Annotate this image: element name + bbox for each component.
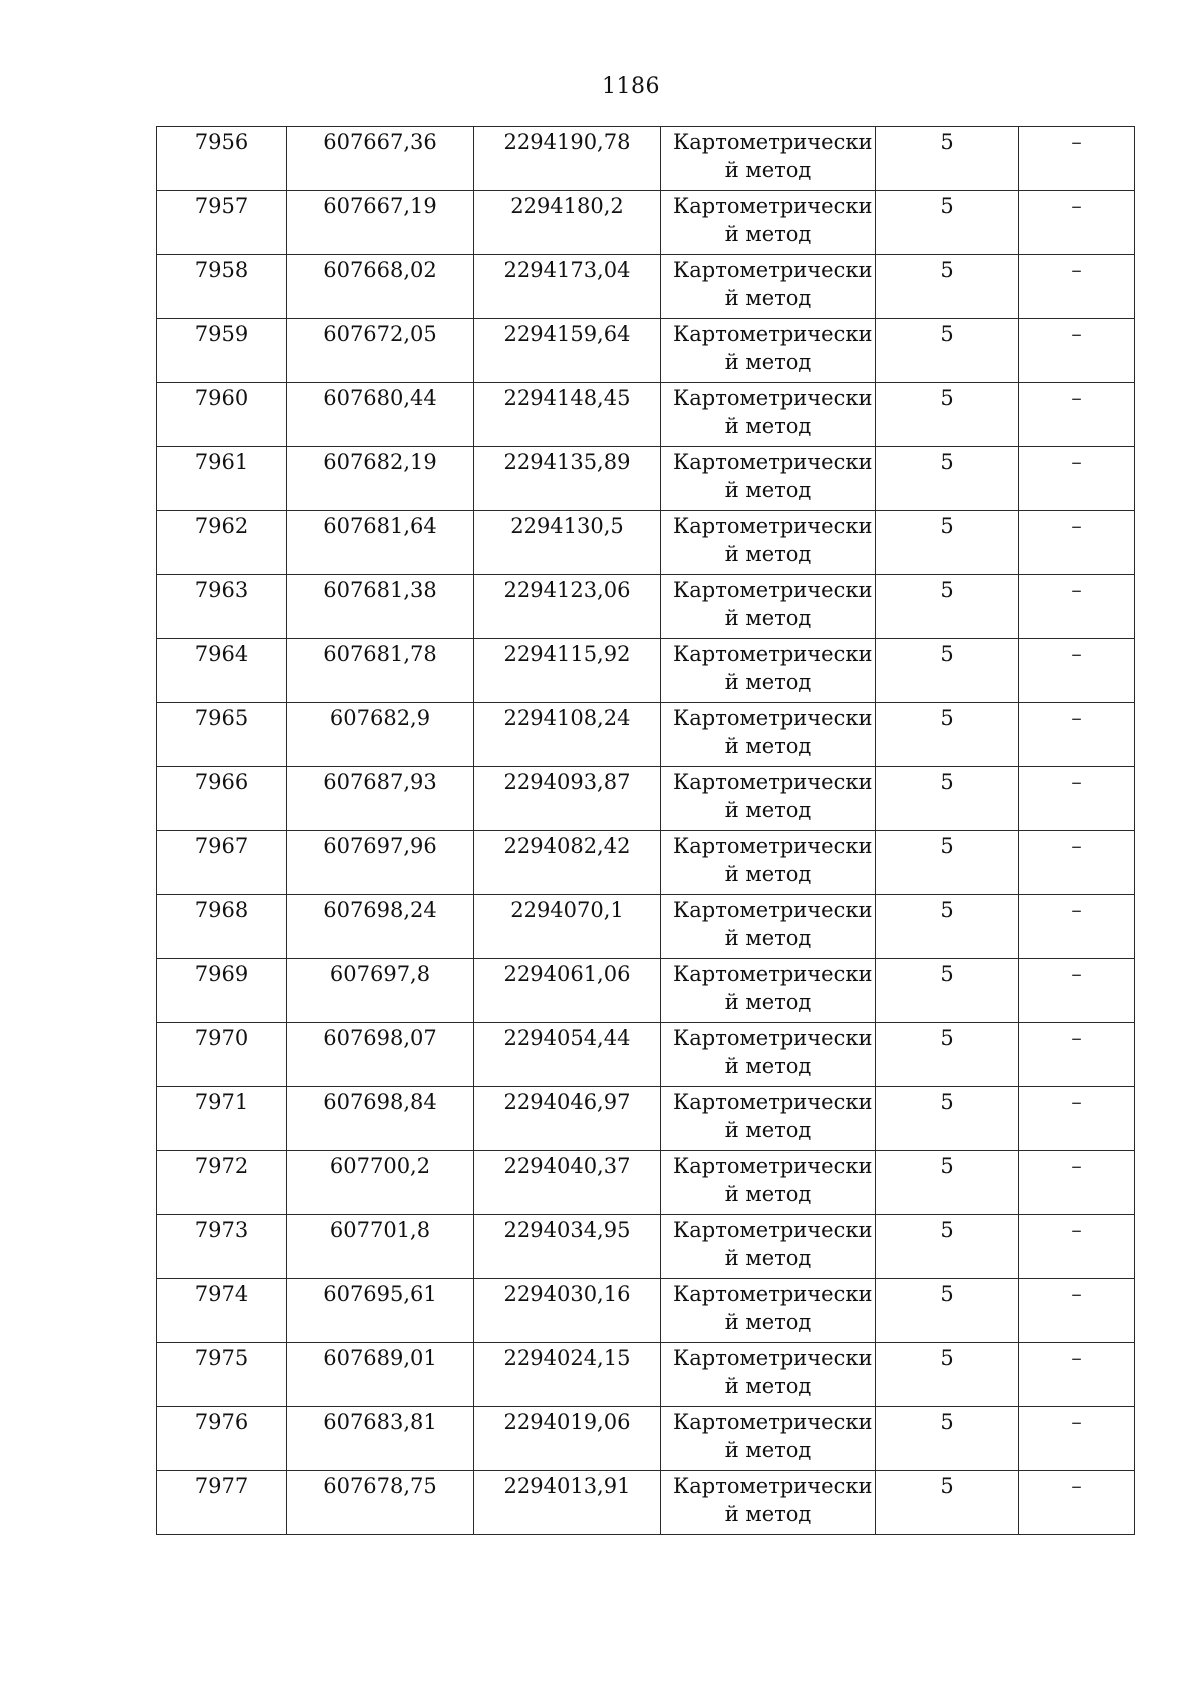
coordinates-table <box>156 126 1135 1535</box>
x-coordinate-cell-text: 607681,64 <box>323 514 437 538</box>
table-row <box>157 1471 1135 1535</box>
table-row <box>157 319 1135 383</box>
y-coordinate-cell-text: 2294061,06 <box>503 962 631 986</box>
x-coordinate-cell-text: 607680,44 <box>323 386 437 410</box>
x-coordinate-cell <box>287 447 474 511</box>
y-coordinate-cell <box>474 831 661 895</box>
y-coordinate-cell <box>474 1023 661 1087</box>
method-cell-text: Картометрически й метод <box>673 962 873 1014</box>
note-cell-text: – <box>1071 1282 1082 1306</box>
x-coordinate-cell <box>287 959 474 1023</box>
table-row <box>157 1407 1135 1471</box>
x-coordinate-cell <box>287 255 474 319</box>
note-cell <box>1019 1343 1135 1407</box>
point-number-cell-text: 7966 <box>194 770 249 794</box>
x-coordinate-cell <box>287 1087 474 1151</box>
accuracy-cell <box>876 1151 1019 1215</box>
accuracy-cell <box>876 1407 1019 1471</box>
method-cell-text: Картометрически й метод <box>673 642 873 694</box>
method-cell <box>661 511 876 575</box>
y-coordinate-cell-text: 2294046,97 <box>503 1090 631 1114</box>
y-coordinate-cell <box>474 959 661 1023</box>
point-number-cell <box>157 1151 287 1215</box>
note-cell <box>1019 447 1135 511</box>
point-number-cell <box>157 895 287 959</box>
accuracy-cell <box>876 1279 1019 1343</box>
accuracy-cell <box>876 1023 1019 1087</box>
x-coordinate-cell-text: 607667,36 <box>323 130 437 154</box>
x-coordinate-cell-text: 607682,9 <box>329 706 431 730</box>
y-coordinate-cell-text: 2294024,15 <box>503 1346 631 1370</box>
y-coordinate-cell-text: 2294040,37 <box>503 1154 631 1178</box>
accuracy-cell <box>876 1215 1019 1279</box>
x-coordinate-cell-text: 607683,81 <box>323 1410 437 1434</box>
accuracy-cell <box>876 255 1019 319</box>
note-cell <box>1019 1023 1135 1087</box>
x-coordinate-cell-text: 607681,38 <box>323 578 437 602</box>
accuracy-cell-text: 5 <box>940 1090 954 1114</box>
note-cell-text: – <box>1071 1346 1082 1370</box>
method-cell-text: Картометрически й метод <box>673 578 873 630</box>
point-number-cell <box>157 959 287 1023</box>
note-cell <box>1019 575 1135 639</box>
x-coordinate-cell-text: 607682,19 <box>323 450 437 474</box>
x-coordinate-cell <box>287 1151 474 1215</box>
note-cell <box>1019 191 1135 255</box>
method-cell <box>661 383 876 447</box>
y-coordinate-cell <box>474 703 661 767</box>
point-number-cell <box>157 703 287 767</box>
point-number-cell-text: 7970 <box>194 1026 249 1050</box>
point-number-cell-text: 7964 <box>194 642 249 666</box>
method-cell <box>661 191 876 255</box>
point-number-cell <box>157 575 287 639</box>
point-number-cell <box>157 383 287 447</box>
method-cell-text: Картометрически й метод <box>673 322 873 374</box>
accuracy-cell <box>876 959 1019 1023</box>
note-cell-text: – <box>1071 1026 1082 1050</box>
accuracy-cell-text: 5 <box>940 322 954 346</box>
method-cell-text: Картометрически й метод <box>673 1410 873 1462</box>
note-cell-text: – <box>1071 514 1082 538</box>
point-number-cell-text: 7969 <box>194 962 249 986</box>
x-coordinate-cell-text: 607697,8 <box>329 962 431 986</box>
accuracy-cell-text: 5 <box>940 386 954 410</box>
point-number-cell-text: 7962 <box>194 514 249 538</box>
x-coordinate-cell <box>287 1023 474 1087</box>
point-number-cell <box>157 1279 287 1343</box>
accuracy-cell-text: 5 <box>940 1474 954 1498</box>
y-coordinate-cell <box>474 1279 661 1343</box>
y-coordinate-cell <box>474 575 661 639</box>
y-coordinate-cell <box>474 511 661 575</box>
y-coordinate-cell-text: 2294190,78 <box>503 130 631 154</box>
accuracy-cell-text: 5 <box>940 578 954 602</box>
accuracy-cell <box>876 703 1019 767</box>
note-cell-text: – <box>1071 450 1082 474</box>
accuracy-cell <box>876 1343 1019 1407</box>
method-cell <box>661 1279 876 1343</box>
method-cell-text: Картометрически й метод <box>673 834 873 886</box>
accuracy-cell-text: 5 <box>940 706 954 730</box>
note-cell-text: – <box>1071 898 1082 922</box>
y-coordinate-cell <box>474 1471 661 1535</box>
y-coordinate-cell-text: 2294148,45 <box>503 386 631 410</box>
note-cell-text: – <box>1071 1410 1082 1434</box>
method-cell-text: Картометрически й метод <box>673 194 873 246</box>
method-cell <box>661 959 876 1023</box>
method-cell <box>661 831 876 895</box>
method-cell <box>661 1023 876 1087</box>
point-number-cell-text: 7957 <box>194 194 249 218</box>
accuracy-cell-text: 5 <box>940 194 954 218</box>
note-cell-text: – <box>1071 258 1082 282</box>
y-coordinate-cell-text: 2294159,64 <box>503 322 631 346</box>
accuracy-cell <box>876 831 1019 895</box>
table-row <box>157 1215 1135 1279</box>
note-cell <box>1019 703 1135 767</box>
y-coordinate-cell <box>474 191 661 255</box>
accuracy-cell-text: 5 <box>940 1410 954 1434</box>
accuracy-cell-text: 5 <box>940 514 954 538</box>
method-cell <box>661 1087 876 1151</box>
point-number-cell-text: 7956 <box>194 130 249 154</box>
point-number-cell <box>157 767 287 831</box>
note-cell <box>1019 1279 1135 1343</box>
x-coordinate-cell <box>287 1407 474 1471</box>
note-cell-text: – <box>1071 130 1082 154</box>
point-number-cell <box>157 1471 287 1535</box>
x-coordinate-cell <box>287 575 474 639</box>
note-cell-text: – <box>1071 642 1082 666</box>
point-number-cell-text: 7975 <box>194 1346 249 1370</box>
point-number-cell <box>157 511 287 575</box>
method-cell-text: Картометрически й метод <box>673 770 873 822</box>
y-coordinate-cell-text: 2294070,1 <box>510 898 624 922</box>
note-cell <box>1019 959 1135 1023</box>
accuracy-cell <box>876 383 1019 447</box>
x-coordinate-cell <box>287 1279 474 1343</box>
point-number-cell <box>157 1407 287 1471</box>
y-coordinate-cell <box>474 1087 661 1151</box>
method-cell-text: Картометрически й метод <box>673 1346 873 1398</box>
x-coordinate-cell-text: 607698,84 <box>323 1090 437 1114</box>
table-row <box>157 959 1135 1023</box>
x-coordinate-cell <box>287 191 474 255</box>
note-cell-text: – <box>1071 962 1082 986</box>
y-coordinate-cell-text: 2294108,24 <box>503 706 631 730</box>
note-cell <box>1019 511 1135 575</box>
point-number-cell-text: 7974 <box>194 1282 249 1306</box>
accuracy-cell <box>876 639 1019 703</box>
y-coordinate-cell <box>474 895 661 959</box>
note-cell <box>1019 1151 1135 1215</box>
y-coordinate-cell <box>474 1215 661 1279</box>
point-number-cell-text: 7959 <box>194 322 249 346</box>
accuracy-cell-text: 5 <box>940 642 954 666</box>
accuracy-cell-text: 5 <box>940 450 954 474</box>
point-number-cell <box>157 1087 287 1151</box>
method-cell <box>661 639 876 703</box>
y-coordinate-cell-text: 2294180,2 <box>510 194 624 218</box>
note-cell-text: – <box>1071 706 1082 730</box>
x-coordinate-cell <box>287 127 474 191</box>
x-coordinate-cell-text: 607698,24 <box>323 898 437 922</box>
method-cell-text: Картометрически й метод <box>673 1154 873 1206</box>
point-number-cell <box>157 1343 287 1407</box>
method-cell-text: Картометрически й метод <box>673 898 873 950</box>
table-row <box>157 639 1135 703</box>
note-cell-text: – <box>1071 770 1082 794</box>
point-number-cell-text: 7961 <box>194 450 249 474</box>
table-row <box>157 1023 1135 1087</box>
y-coordinate-cell-text: 2294123,06 <box>503 578 631 602</box>
note-cell-text: – <box>1071 1474 1082 1498</box>
y-coordinate-cell <box>474 127 661 191</box>
note-cell-text: – <box>1071 322 1082 346</box>
point-number-cell-text: 7960 <box>194 386 249 410</box>
accuracy-cell <box>876 767 1019 831</box>
point-number-cell-text: 7958 <box>194 258 249 282</box>
y-coordinate-cell-text: 2294093,87 <box>503 770 631 794</box>
table-row <box>157 255 1135 319</box>
accuracy-cell-text: 5 <box>940 770 954 794</box>
x-coordinate-cell <box>287 319 474 383</box>
x-coordinate-cell-text: 607697,96 <box>323 834 437 858</box>
accuracy-cell <box>876 319 1019 383</box>
accuracy-cell <box>876 447 1019 511</box>
y-coordinate-cell-text: 2294019,06 <box>503 1410 631 1434</box>
note-cell <box>1019 639 1135 703</box>
accuracy-cell-text: 5 <box>940 1282 954 1306</box>
x-coordinate-cell <box>287 703 474 767</box>
point-number-cell <box>157 127 287 191</box>
x-coordinate-cell-text: 607668,02 <box>323 258 437 282</box>
note-cell-text: – <box>1071 386 1082 410</box>
y-coordinate-cell <box>474 1343 661 1407</box>
table-row <box>157 767 1135 831</box>
y-coordinate-cell <box>474 447 661 511</box>
method-cell-text: Картометрически й метод <box>673 386 873 438</box>
point-number-cell <box>157 831 287 895</box>
table-body <box>157 127 1135 1535</box>
note-cell <box>1019 255 1135 319</box>
table-row <box>157 1279 1135 1343</box>
y-coordinate-cell-text: 2294135,89 <box>503 450 631 474</box>
note-cell <box>1019 895 1135 959</box>
x-coordinate-cell-text: 607672,05 <box>323 322 437 346</box>
accuracy-cell-text: 5 <box>940 962 954 986</box>
table-row <box>157 1151 1135 1215</box>
y-coordinate-cell-text: 2294130,5 <box>510 514 624 538</box>
note-cell <box>1019 1471 1135 1535</box>
accuracy-cell-text: 5 <box>940 1218 954 1242</box>
accuracy-cell <box>876 895 1019 959</box>
note-cell <box>1019 319 1135 383</box>
point-number-cell-text: 7973 <box>194 1218 249 1242</box>
table-row <box>157 447 1135 511</box>
table-row <box>157 831 1135 895</box>
y-coordinate-cell-text: 2294082,42 <box>503 834 631 858</box>
note-cell-text: – <box>1071 578 1082 602</box>
note-cell-text: – <box>1071 1090 1082 1114</box>
point-number-cell-text: 7965 <box>194 706 249 730</box>
method-cell <box>661 575 876 639</box>
method-cell-text: Картометрически й метод <box>673 1282 873 1334</box>
point-number-cell <box>157 191 287 255</box>
point-number-cell <box>157 1023 287 1087</box>
table-row <box>157 1343 1135 1407</box>
table-row <box>157 127 1135 191</box>
note-cell-text: – <box>1071 834 1082 858</box>
point-number-cell-text: 7977 <box>194 1474 249 1498</box>
x-coordinate-cell <box>287 1215 474 1279</box>
y-coordinate-cell-text: 2294013,91 <box>503 1474 631 1498</box>
method-cell-text: Картометрически й метод <box>673 450 873 502</box>
point-number-cell <box>157 319 287 383</box>
note-cell <box>1019 383 1135 447</box>
x-coordinate-cell <box>287 639 474 703</box>
page-number: 1186 <box>602 74 660 99</box>
point-number-cell-text: 7971 <box>194 1090 249 1114</box>
accuracy-cell-text: 5 <box>940 258 954 282</box>
point-number-cell-text: 7972 <box>194 1154 249 1178</box>
accuracy-cell <box>876 191 1019 255</box>
method-cell <box>661 127 876 191</box>
x-coordinate-cell-text: 607678,75 <box>323 1474 437 1498</box>
x-coordinate-cell <box>287 1343 474 1407</box>
method-cell <box>661 703 876 767</box>
accuracy-cell <box>876 511 1019 575</box>
table-row <box>157 511 1135 575</box>
point-number-cell <box>157 447 287 511</box>
accuracy-cell <box>876 1471 1019 1535</box>
x-coordinate-cell-text: 607695,61 <box>323 1282 437 1306</box>
accuracy-cell <box>876 127 1019 191</box>
table-row <box>157 895 1135 959</box>
x-coordinate-cell <box>287 767 474 831</box>
table-row <box>157 191 1135 255</box>
accuracy-cell-text: 5 <box>940 1346 954 1370</box>
y-coordinate-cell-text: 2294054,44 <box>503 1026 631 1050</box>
y-coordinate-cell <box>474 767 661 831</box>
x-coordinate-cell-text: 607698,07 <box>323 1026 437 1050</box>
y-coordinate-cell <box>474 319 661 383</box>
method-cell <box>661 319 876 383</box>
accuracy-cell-text: 5 <box>940 1026 954 1050</box>
method-cell-text: Картометрически й метод <box>673 514 873 566</box>
y-coordinate-cell <box>474 383 661 447</box>
x-coordinate-cell <box>287 831 474 895</box>
note-cell <box>1019 1407 1135 1471</box>
note-cell <box>1019 767 1135 831</box>
x-coordinate-cell-text: 607700,2 <box>329 1154 431 1178</box>
method-cell <box>661 1343 876 1407</box>
y-coordinate-cell-text: 2294173,04 <box>503 258 631 282</box>
y-coordinate-cell <box>474 1407 661 1471</box>
table-row <box>157 383 1135 447</box>
note-cell <box>1019 127 1135 191</box>
accuracy-cell-text: 5 <box>940 898 954 922</box>
table-row <box>157 575 1135 639</box>
point-number-cell <box>157 639 287 703</box>
method-cell <box>661 255 876 319</box>
point-number-cell <box>157 1215 287 1279</box>
x-coordinate-cell-text: 607681,78 <box>323 642 437 666</box>
method-cell <box>661 1215 876 1279</box>
method-cell-text: Картометрически й метод <box>673 1026 873 1078</box>
method-cell <box>661 767 876 831</box>
x-coordinate-cell <box>287 1471 474 1535</box>
x-coordinate-cell <box>287 895 474 959</box>
note-cell <box>1019 1215 1135 1279</box>
accuracy-cell-text: 5 <box>940 1154 954 1178</box>
point-number-cell-text: 7976 <box>194 1410 249 1434</box>
method-cell-text: Картометрически й метод <box>673 130 873 182</box>
y-coordinate-cell <box>474 1151 661 1215</box>
table-row <box>157 703 1135 767</box>
x-coordinate-cell-text: 607689,01 <box>323 1346 437 1370</box>
accuracy-cell-text: 5 <box>940 130 954 154</box>
method-cell-text: Картометрически й метод <box>673 1218 873 1270</box>
y-coordinate-cell-text: 2294115,92 <box>503 642 631 666</box>
point-number-cell <box>157 255 287 319</box>
x-coordinate-cell-text: 607667,19 <box>323 194 437 218</box>
y-coordinate-cell <box>474 255 661 319</box>
method-cell-text: Картометрически й метод <box>673 1090 873 1142</box>
method-cell-text: Картометрически й метод <box>673 706 873 758</box>
accuracy-cell <box>876 575 1019 639</box>
note-cell <box>1019 1087 1135 1151</box>
note-cell-text: – <box>1071 194 1082 218</box>
accuracy-cell-text: 5 <box>940 834 954 858</box>
point-number-cell-text: 7963 <box>194 578 249 602</box>
x-coordinate-cell-text: 607687,93 <box>323 770 437 794</box>
table-row <box>157 1087 1135 1151</box>
note-cell-text: – <box>1071 1154 1082 1178</box>
point-number-cell-text: 7968 <box>194 898 249 922</box>
y-coordinate-cell-text: 2294030,16 <box>503 1282 631 1306</box>
note-cell <box>1019 831 1135 895</box>
note-cell-text: – <box>1071 1218 1082 1242</box>
x-coordinate-cell <box>287 383 474 447</box>
method-cell <box>661 1471 876 1535</box>
accuracy-cell <box>876 1087 1019 1151</box>
point-number-cell-text: 7967 <box>194 834 249 858</box>
method-cell <box>661 1151 876 1215</box>
x-coordinate-cell <box>287 511 474 575</box>
method-cell <box>661 447 876 511</box>
y-coordinate-cell-text: 2294034,95 <box>503 1218 631 1242</box>
y-coordinate-cell <box>474 639 661 703</box>
method-cell <box>661 1407 876 1471</box>
x-coordinate-cell-text: 607701,8 <box>329 1218 431 1242</box>
method-cell-text: Картометрически й метод <box>673 258 873 310</box>
method-cell <box>661 895 876 959</box>
method-cell-text: Картометрически й метод <box>673 1474 873 1526</box>
